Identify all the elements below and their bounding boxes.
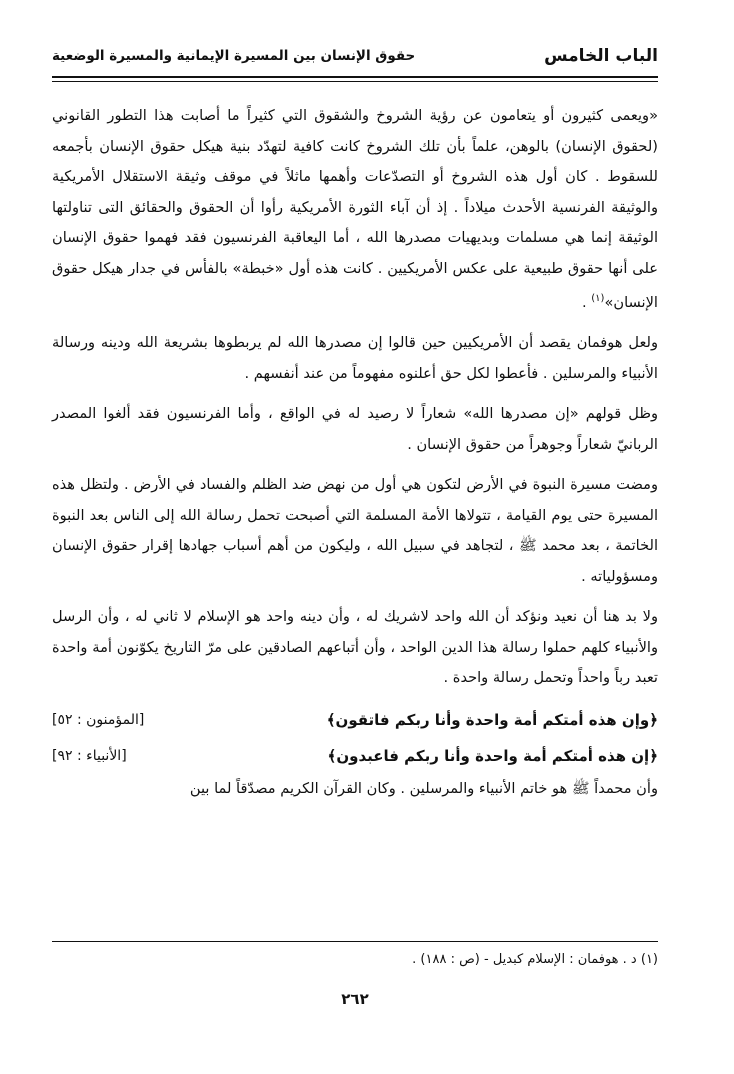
header-rule: [52, 76, 658, 82]
footnote-divider: [52, 941, 658, 942]
quran-quote: [52, 702, 658, 738]
paragraph: وظل قولهم «إن مصدرها الله» شعاراً لا رصيد له في الواقع ، وأما الفرنسيون فقد ألغوا المصدر الربانيّ شعاراً وجوهراً من حقوق الإنسان .: [52, 405, 658, 453]
paragraph-closing: وأن محمداً ﷺ هو خاتم الأنبياء والمرسلين . وكان القرآن الكريم مصدّقاً لما بين: [189, 779, 658, 797]
book-page: [52, 38, 658, 1048]
quran-quote: [52, 738, 658, 774]
chapter-title: الباب الخامس: [544, 46, 658, 66]
verse-text: ﴿إن هذه أمتكم أمة واحدة وأنا ربكم فاعبدون﴾: [327, 746, 658, 765]
page-number: ٢٦٢: [341, 990, 369, 1008]
verse-reference: [المؤمنون : ٥٢]: [52, 711, 145, 728]
paragraph: ولا بد هنا أن نعيد ونؤكد أن الله واحد لاشريك له ، وأن دينه واحد هو الإسلام لا ثاني له ، وأن الرسل والأنبياء كلهم حملوا رسالة هذا الدين الواحد ، وأن أتباعهم الصادقين على مرّ التاريخ يكوّنون أمة واحدة تعبد رباً واحداً وتحمل رسالة واحدة .: [52, 608, 658, 687]
paragraph: ولعل هوفمان يقصد أن الأمريكيين حين قالوا إن مصدرها الله لم يربطوها بشريعة الله ودينه ورسالة الأنبياء والمرسلين . فأعطوا لكل حق أعلنوه مفهوماً من عند أنفسهم .: [52, 334, 658, 382]
paragraph-quote-hofmann: «ويعمى كثيرون أو يتعامون عن رؤية الشروخ والشقوق التي كثيراً ما أصابت هذا التطور القانوني (لحقوق الإنسان) بالوهن، علماً بأن تلك الشروخ كانت كافية لتهدّد بنية هيكل حقوق الإنسان بأجمعه للسقوط . كان أول هذه الشروخ أو التصدّعات وأهمها ماثلاً في موقف وثيقة الاستقلال الأمريكية والوثيقة الفرنسية الأحدث ميلاداً . إذ أن آباء الثورة الأمريكية رأوا أن الحقوق والحقائق التى تناولتها الوثيقة إنما هي مسلمات وبديهيات مصدرها الله ، أما اليعاقبة الفرنسيون فقد فهموا حقوق الإنسان على أنها حقوق طبيعية على عكس الأمريكيين . كانت هذه أول «خبطة» بالفأس في جدار هيكل حقوق الإنسان»$^{(١)}$ .: [52, 107, 658, 311]
book-title: حقوق الإنسان بين المسيرة الإيمانية والمسيرة الوضعية: [52, 48, 416, 64]
verse-reference: [الأنبياء : ٩٢]: [52, 747, 127, 764]
verse-text: ﴿وإن هذه أمتكم أمة واحدة وأنا ربكم فاتقون﴾: [326, 710, 658, 729]
page-body: [52, 101, 658, 804]
running-header: [52, 38, 658, 74]
footnote: (١) د . هوفمان : الإسلام كبديل - (ص : ١٨٨) .: [412, 952, 658, 967]
paragraph: ومضت مسيرة النبوة في الأرض لتكون هي أول من نهض ضد الظلم والفساد في الأرض . ولتظل هذه المسيرة حتى يوم القيامة ، تتولاها الأمة المسلمة التي أصبحت تحمل رسالة الله إلى الناس بعد النبوة الخاتمة ، بعد محمد ﷺ ، لتجاهد في سبيل الله ، وليكون من أهم أسباب جهادها إقرار حقوق الإنسان ومسؤولياته .: [52, 476, 658, 585]
footnote-marker: (١): [591, 293, 605, 304]
